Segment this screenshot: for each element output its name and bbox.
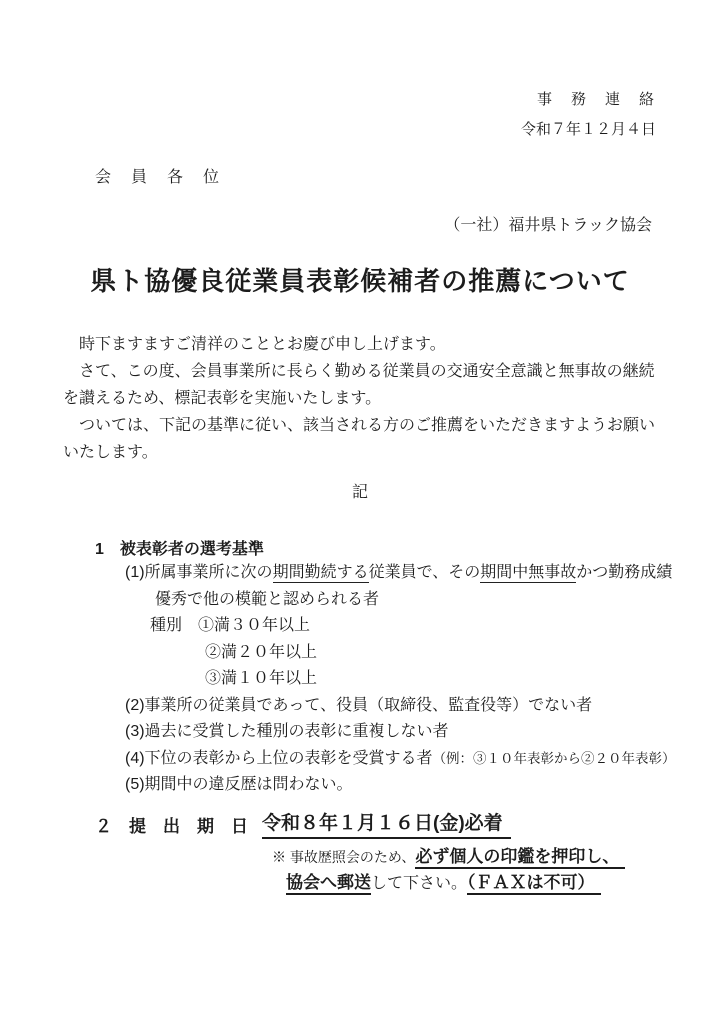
criteria-item-4-main: (4)下位の表彰から上位の表彰を受賞する者 <box>125 749 433 767</box>
greeting-line: さて、この度、会員事業所に長らく勤める従業員の交通安全意識と無事故の継続 <box>63 363 655 380</box>
kind-line-20-years: ②満２０年以上 <box>205 643 318 661</box>
sender-organization: （一社）福井県トラック協会 <box>444 217 652 234</box>
greeting-line: ついては、下記の基準に従い、該当される方のご推薦をいただきますようお願い <box>63 417 656 434</box>
section-1-heading: 1 被表彰者の選考基準 <box>95 541 264 558</box>
criteria-item-1-pre: (1)所属事業所に次の <box>125 564 273 581</box>
selection-criteria-list <box>125 560 676 799</box>
criteria-item-4 <box>125 746 676 773</box>
greeting-line: いたします。 <box>63 444 158 461</box>
criteria-item-1-line-1 <box>125 560 676 587</box>
criteria-item-1-underline-1: 期間勤続する <box>272 564 369 581</box>
criteria-item-1-line-2: 優秀で他の模範と認められる者 <box>155 590 380 608</box>
criteria-item-1-post: かつ勤務成績 <box>576 564 673 581</box>
doc-type-label: 事 務 連 絡 <box>536 91 656 108</box>
criteria-item-1-mid: 従業員で、その <box>368 564 481 581</box>
deadline-note-line-2 <box>286 868 601 893</box>
recipient-line: 会 員 各 位 <box>95 169 222 186</box>
note-no-fax-text: （ＦＡＸは不可） <box>467 873 601 895</box>
criteria-item-5: (5)期間中の違反歴は問わない。 <box>125 776 353 793</box>
record-marker: 記 <box>351 484 368 501</box>
submission-deadline: 令和８年１月１６日(金)必着 <box>262 808 511 839</box>
document-title: 県ト協優良従業員表彰候補者の推薦について <box>90 266 630 296</box>
criteria-item-2: (2)事業所の従業員であって、役員（取締役、監査役等）でない者 <box>125 696 593 714</box>
note-please-text: して下さい。 <box>371 875 468 892</box>
kind-line-10-years: ③満１０年以上 <box>205 670 318 687</box>
section-2-heading: ２ 提 出 期 日 <box>95 817 248 836</box>
note-reason-text: ※ 事故歴照会のため、 <box>272 849 416 865</box>
kind-line-30-years: 種別 ①満３０年以上 <box>150 617 311 634</box>
greeting-paragraphs <box>63 331 655 466</box>
doc-date: 令和７年１２月４日 <box>520 121 656 138</box>
note-mail-to-association-text: 協会へ郵送 <box>286 873 371 895</box>
criteria-item-4-example: （例：③１０年表彰から②２０年表彰） <box>432 750 676 766</box>
criteria-item-1-underline-2: 期間中無事故 <box>480 564 577 581</box>
note-seal-required-text: 必ず個人の印鑑を押印し、 <box>415 847 625 869</box>
greeting-line: を讃えるため、標記表彰を実施いたします。 <box>63 390 382 407</box>
deadline-note-line-1 <box>272 842 625 867</box>
criteria-item-3: (3)過去に受賞した種別の表彰に重複しない者 <box>125 723 449 740</box>
greeting-line: 時下ますますご清祥のこととお慶び申し上げます。 <box>63 336 446 353</box>
